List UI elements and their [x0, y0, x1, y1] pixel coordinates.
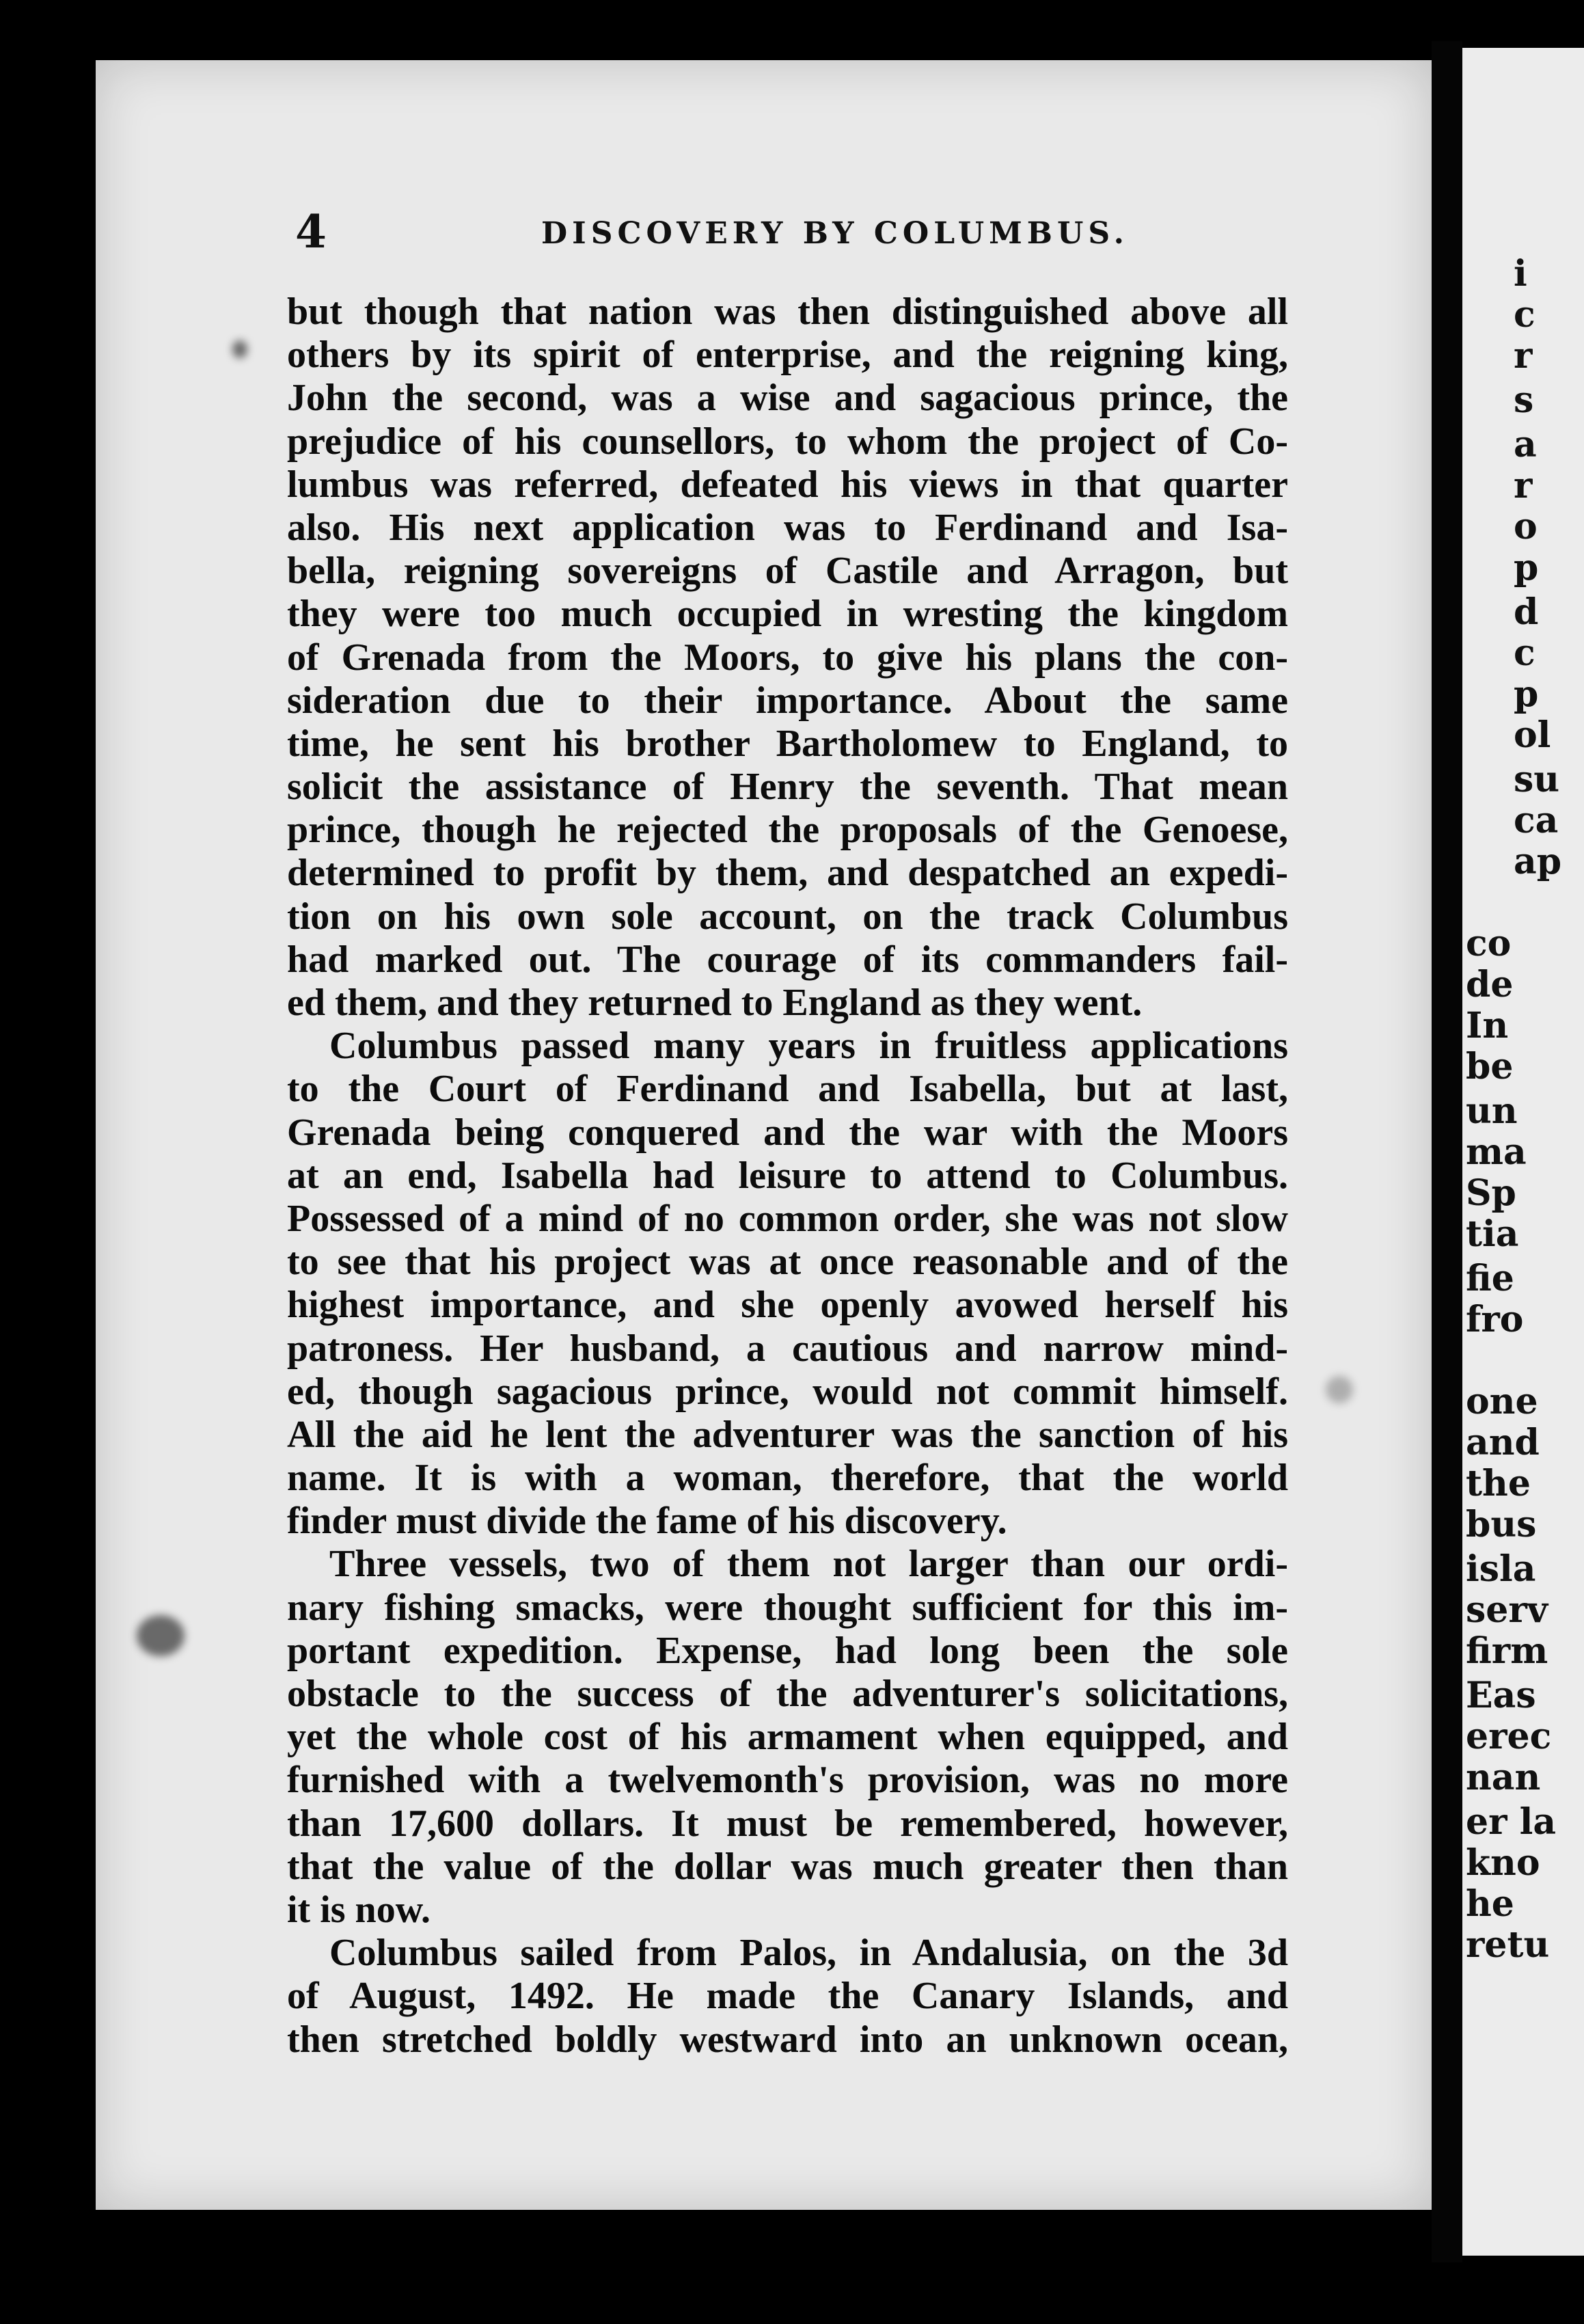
- text-line: Columbus passed many years in fruitless applications: [329, 1025, 1288, 1068]
- text-line: Possessed of a mind of no common order, she was not slow: [287, 1197, 1288, 1240]
- facing-page-fragment: firm: [1466, 1630, 1548, 1672]
- facing-page-fragment: c: [1514, 632, 1535, 674]
- facing-page-fragment: fie: [1466, 1258, 1514, 1299]
- text-line: to the Court of Ferdinand and Isabella, but at last,: [287, 1068, 1288, 1111]
- text-line: ed them, and they returned to England as they went.: [287, 982, 1143, 1024]
- text-line: Three vessels, two of them not larger than our ordi-: [329, 1543, 1288, 1586]
- facing-page-fragment: isla: [1466, 1548, 1536, 1590]
- facing-page-edge: [1462, 48, 1584, 2256]
- facing-page-fragment: ol: [1514, 714, 1551, 756]
- text-line: lumbus was referred, defeated his views in that quarter: [287, 463, 1288, 506]
- facing-page-fragment: bus: [1466, 1504, 1537, 1545]
- text-line: portant expedition. Expense, had long been the sole: [287, 1629, 1288, 1672]
- text-line: than 17,600 dollars. It must be remembered, however,: [287, 1802, 1288, 1845]
- facing-page-fragment: fro: [1466, 1299, 1524, 1340]
- text-line: solicit the assistance of Henry the seventh. That mean: [287, 766, 1288, 809]
- text-line: they were too much occupied in wresting the kingdom: [287, 593, 1288, 636]
- facing-page-fragment: d: [1514, 591, 1539, 633]
- facing-page-fragment: one: [1466, 1381, 1538, 1422]
- text-line: name. It is with a woman, therefore, that the world: [287, 1457, 1288, 1500]
- text-line: finder must divide the fame of his discovery.: [287, 1500, 1007, 1543]
- page-gutter: [1432, 41, 1462, 2262]
- text-line: nary fishing smacks, were thought sufficient for this im-: [287, 1586, 1288, 1629]
- text-line: bella, reigning sovereigns of Castile and Arragon, but: [287, 550, 1288, 593]
- text-line: All the aid he lent the adventurer was the sanction of his: [287, 1413, 1288, 1456]
- text-line: furnished with a twelvemonth's provision, was no more: [287, 1759, 1288, 1802]
- facing-page-fragment: r: [1514, 335, 1533, 377]
- text-line: prejudice of his counsellors, to whom the project of Co-: [287, 420, 1288, 463]
- facing-page-fragment: kno: [1466, 1842, 1540, 1884]
- facing-page-fragment: serv: [1466, 1589, 1548, 1631]
- facing-page-fragment: ca: [1514, 800, 1559, 841]
- facing-page-fragment: he: [1466, 1883, 1514, 1925]
- text-line: but though that nation was then distinguished above all: [287, 290, 1288, 333]
- text-line: sideration due to their importance. About the same: [287, 679, 1288, 722]
- ink-smudge: [1326, 1376, 1353, 1403]
- text-line: prince, though he rejected the proposals of the Genoese,: [287, 809, 1288, 852]
- text-line: ed, though sagacious prince, would not commit himself.: [287, 1370, 1288, 1413]
- facing-page-fragment: a: [1514, 424, 1537, 465]
- text-line: of Grenada from the Moors, to give his plans the con-: [287, 636, 1288, 679]
- facing-page-fragment: o: [1514, 506, 1538, 548]
- facing-page-fragment: ma: [1466, 1131, 1527, 1173]
- facing-page-fragment: tia: [1466, 1213, 1519, 1255]
- text-line: Grenada being conquered and the war with the Moors: [287, 1111, 1288, 1154]
- facing-page-fragment: nan: [1466, 1757, 1541, 1798]
- facing-page-fragment: s: [1514, 379, 1534, 421]
- facing-page-fragment: ap: [1514, 841, 1562, 882]
- ink-smudge: [137, 1615, 185, 1656]
- text-line: then stretched boldly westward into an unknown ocean,: [287, 2018, 1288, 2061]
- text-line: patroness. Her husband, a cautious and narrow mind-: [287, 1327, 1288, 1370]
- facing-page-fragment: de: [1466, 964, 1514, 1005]
- text-line: that the value of the dollar was much greater then than: [287, 1845, 1288, 1888]
- text-line: highest importance, and she openly avowed herself his: [287, 1284, 1288, 1327]
- text-line: had marked out. The courage of its commanders fail-: [287, 938, 1288, 981]
- facing-page-fragment: un: [1466, 1090, 1518, 1132]
- text-line: tion on his own sole account, on the track Columbus: [287, 895, 1288, 938]
- facing-page-fragment: and: [1466, 1422, 1540, 1463]
- page-number: 4: [295, 205, 327, 258]
- facing-page-fragment: p: [1514, 673, 1539, 715]
- text-line: others by its spirit of enterprise, and the reigning king,: [287, 334, 1288, 377]
- text-line: it is now.: [287, 1888, 431, 1931]
- ink-smudge: [232, 340, 247, 358]
- facing-page-fragment: In: [1466, 1005, 1509, 1046]
- text-line: at an end, Isabella had leisure to attend to Columbus.: [287, 1154, 1288, 1197]
- body-text: [287, 290, 1288, 2062]
- page-header: [295, 205, 1286, 260]
- text-line: yet the whole cost of his armament when equipped, and: [287, 1716, 1288, 1759]
- running-title: DISCOVERY BY COLUMBUS.: [541, 216, 1129, 251]
- text-line: time, he sent his brother Bartholomew to England, to: [287, 722, 1288, 765]
- facing-page-fragment: er la: [1466, 1801, 1557, 1843]
- facing-page-fragment: retu: [1466, 1924, 1550, 1966]
- text-line: John the second, was a wise and sagacious prince, the: [287, 377, 1288, 420]
- facing-page-fragment: Eas: [1466, 1675, 1536, 1716]
- facing-page-fragment: c: [1514, 294, 1535, 336]
- text-line: to see that his project was at once reasonable and of the: [287, 1241, 1288, 1284]
- facing-page-fragment: the: [1466, 1463, 1531, 1504]
- text-line: determined to profit by them, and despatched an expedi-: [287, 852, 1288, 895]
- facing-page-fragment: r: [1514, 465, 1533, 506]
- facing-page-fragment: p: [1514, 547, 1539, 589]
- facing-page-fragment: su: [1514, 759, 1560, 800]
- text-line: Columbus sailed from Palos, in Andalusia, on the 3d: [329, 1932, 1288, 1975]
- facing-page-fragment: erec: [1466, 1716, 1552, 1757]
- facing-page-fragment: be: [1466, 1046, 1514, 1087]
- text-line: also. His next application was to Ferdinand and Isa-: [287, 506, 1288, 549]
- text-line: obstacle to the success of the adventurer's solicitations,: [287, 1673, 1288, 1715]
- facing-page-fragment: i: [1514, 253, 1527, 295]
- facing-page-fragment: Sp: [1466, 1172, 1516, 1214]
- text-line: of August, 1492. He made the Canary Islands, and: [287, 1975, 1288, 2018]
- facing-page-fragment: co: [1466, 923, 1512, 964]
